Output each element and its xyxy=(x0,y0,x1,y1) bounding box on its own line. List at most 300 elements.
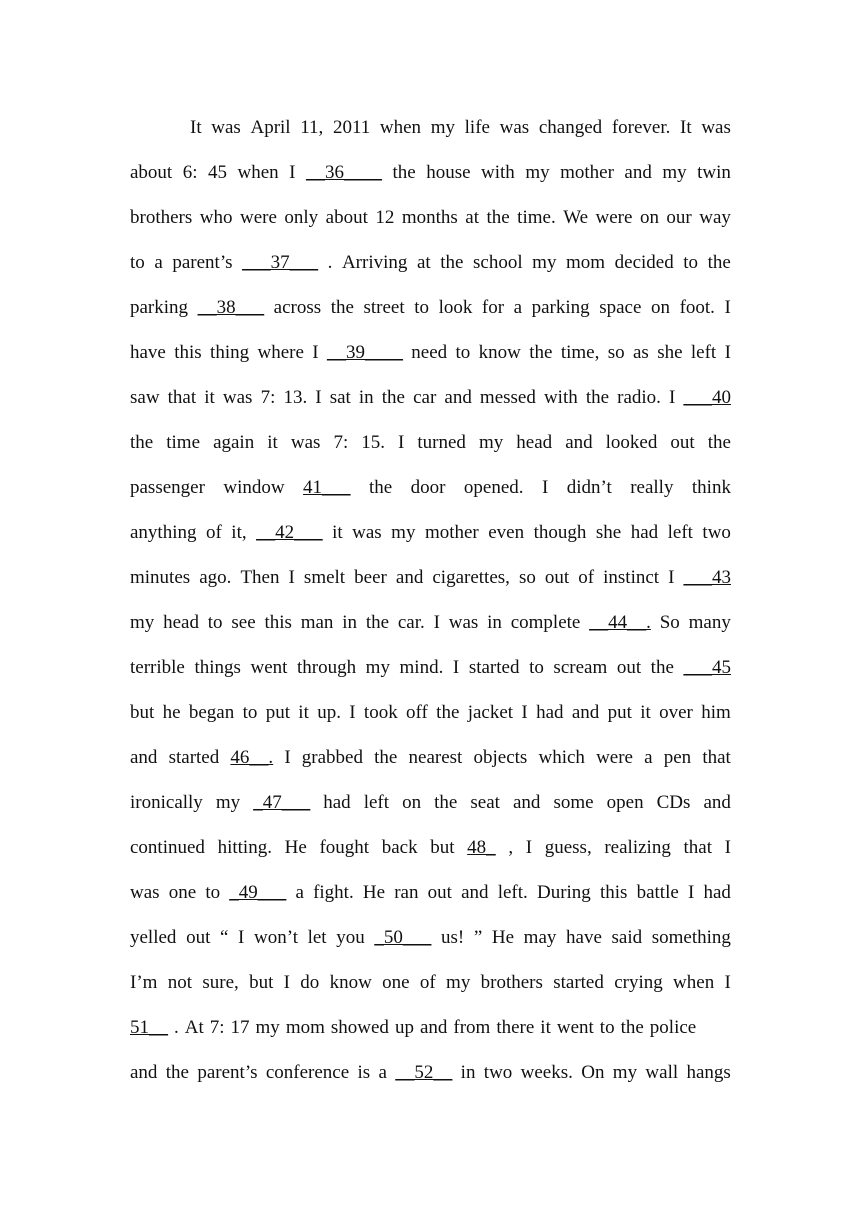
word: have xyxy=(130,342,166,363)
word: I xyxy=(525,837,533,858)
word: but xyxy=(430,837,455,858)
text-line xyxy=(130,645,731,690)
word: radio. xyxy=(617,387,661,408)
word: mom xyxy=(285,1017,325,1038)
word: she xyxy=(595,522,622,543)
word: “ xyxy=(219,927,229,948)
word: 7: xyxy=(209,1017,225,1038)
word: really xyxy=(630,477,674,498)
word: the xyxy=(436,702,460,723)
word: had xyxy=(703,882,731,903)
word: It xyxy=(190,117,202,138)
word: have xyxy=(566,927,602,948)
word: parking xyxy=(130,297,189,318)
word: 15. xyxy=(361,432,385,453)
blank-51[interactable]: 51__ xyxy=(130,1017,168,1038)
word: my xyxy=(612,1062,638,1083)
word: I xyxy=(669,387,676,408)
word: I xyxy=(452,657,460,678)
word: open xyxy=(606,792,644,813)
word: the xyxy=(368,477,393,498)
word: out xyxy=(670,432,695,453)
word: to xyxy=(207,612,223,633)
word: something xyxy=(651,927,731,948)
word: We xyxy=(563,207,589,228)
word: is xyxy=(357,1062,371,1083)
word: and xyxy=(395,567,424,588)
word: in xyxy=(342,612,358,633)
word: yelled xyxy=(130,927,177,948)
word: the xyxy=(130,432,154,453)
word: who xyxy=(199,207,233,228)
text-line xyxy=(130,960,731,1005)
word: 12 xyxy=(375,207,395,228)
word: 45 xyxy=(208,162,227,183)
word: us! xyxy=(440,927,465,948)
word: was xyxy=(701,117,731,138)
word: to xyxy=(414,297,429,318)
word: in xyxy=(460,1062,476,1083)
word: started xyxy=(168,747,220,768)
word: the xyxy=(585,387,610,408)
word: continued xyxy=(130,837,205,858)
word: April xyxy=(250,117,291,138)
text-line xyxy=(130,735,731,780)
word: and xyxy=(461,882,489,903)
word: He xyxy=(491,927,515,948)
word: through xyxy=(296,657,357,678)
word: when xyxy=(673,972,715,993)
blank-43[interactable]: ___43 xyxy=(683,567,731,588)
word: cigarettes, xyxy=(432,567,510,588)
word: and xyxy=(571,702,600,723)
word: the xyxy=(440,252,464,273)
word: brothers xyxy=(480,972,543,993)
word: forever. xyxy=(611,117,671,138)
word: him xyxy=(701,702,731,723)
word: two xyxy=(483,1062,513,1083)
word: began xyxy=(188,702,235,723)
word: a xyxy=(154,252,163,273)
word: of xyxy=(419,972,436,993)
word: my xyxy=(215,792,241,813)
word: back xyxy=(381,837,418,858)
word: you xyxy=(336,927,365,948)
word: my xyxy=(662,162,687,183)
word: time, xyxy=(560,342,600,363)
word: to xyxy=(599,1017,615,1038)
word: a xyxy=(513,297,523,318)
word: put xyxy=(265,702,290,723)
word: he xyxy=(162,702,181,723)
word: . xyxy=(174,1017,179,1038)
text-line xyxy=(130,420,731,465)
word: car xyxy=(413,387,437,408)
word: showed xyxy=(330,1017,389,1038)
word: so xyxy=(518,567,536,588)
word: I xyxy=(315,387,322,408)
word: our xyxy=(666,207,692,228)
word: ago. xyxy=(199,567,232,588)
word: were xyxy=(239,207,277,228)
text-line xyxy=(130,285,731,330)
word: out xyxy=(186,927,211,948)
word: beer xyxy=(354,567,387,588)
word: opened. xyxy=(463,477,524,498)
blank-41[interactable]: 41___ xyxy=(303,477,351,498)
word: sure, xyxy=(202,972,239,993)
word: During xyxy=(536,882,591,903)
word: I xyxy=(312,342,319,363)
word: and xyxy=(624,162,652,183)
word: to xyxy=(242,702,258,723)
word: went xyxy=(250,657,288,678)
word: may xyxy=(523,927,557,948)
word: on xyxy=(651,297,670,318)
word: it xyxy=(332,522,343,543)
word: had xyxy=(536,702,564,723)
word: way xyxy=(699,207,731,228)
word: was xyxy=(499,117,530,138)
word: objects xyxy=(473,747,528,768)
word: where xyxy=(257,342,304,363)
word: said xyxy=(611,927,643,948)
text-line xyxy=(130,690,731,735)
word: door xyxy=(410,477,446,498)
word: time xyxy=(166,432,201,453)
word: guess, xyxy=(544,837,592,858)
word: need xyxy=(411,342,448,363)
word: minutes xyxy=(130,567,191,588)
word: mother xyxy=(424,522,479,543)
word: won’t xyxy=(253,927,298,948)
word: . xyxy=(327,252,333,273)
word: I xyxy=(668,567,675,588)
word: He xyxy=(284,837,307,858)
word: out xyxy=(544,567,570,588)
word: to xyxy=(683,252,699,273)
word: my xyxy=(525,162,550,183)
word: , xyxy=(508,837,514,858)
word: saw xyxy=(130,387,160,408)
word: window xyxy=(223,477,285,498)
word: about xyxy=(325,207,368,228)
word: a xyxy=(295,882,304,903)
word: it xyxy=(640,702,651,723)
word: complete xyxy=(510,612,581,633)
word: there xyxy=(496,1017,535,1038)
word: I xyxy=(433,612,440,633)
word: but xyxy=(249,972,274,993)
word: out xyxy=(427,882,452,903)
word: I xyxy=(288,567,295,588)
word: parent’s xyxy=(172,252,233,273)
word: to xyxy=(205,882,221,903)
word: with xyxy=(543,387,578,408)
word: 13. xyxy=(283,387,308,408)
text-line xyxy=(130,780,731,825)
word: had xyxy=(630,522,659,543)
word: I xyxy=(349,702,356,723)
word: my xyxy=(365,657,390,678)
word: 11, xyxy=(300,117,324,138)
text-line xyxy=(130,240,731,285)
word: my xyxy=(391,522,416,543)
word: put xyxy=(607,702,632,723)
text-line xyxy=(130,825,731,870)
word: started xyxy=(468,657,520,678)
word: when xyxy=(237,162,279,183)
passage xyxy=(130,105,731,1095)
word: realizing xyxy=(604,837,671,858)
word: was xyxy=(222,387,253,408)
word: off xyxy=(406,702,428,723)
word: as xyxy=(633,342,649,363)
word: the xyxy=(374,747,398,768)
word: changed xyxy=(538,117,603,138)
word: I xyxy=(283,972,290,993)
word: house xyxy=(426,162,471,183)
word: So xyxy=(659,612,680,633)
word: school xyxy=(473,252,523,273)
word: and xyxy=(513,792,541,813)
text-line xyxy=(130,555,731,600)
word: a xyxy=(644,747,653,768)
word: went xyxy=(556,1017,594,1038)
word: not xyxy=(167,972,193,993)
word: hangs xyxy=(686,1062,731,1083)
word: this xyxy=(264,612,292,633)
word: left xyxy=(667,522,693,543)
word: at xyxy=(465,207,479,228)
word: know xyxy=(478,342,521,363)
word: my xyxy=(532,252,557,273)
word: across xyxy=(273,297,322,318)
word: this xyxy=(599,882,628,903)
word: parking xyxy=(531,297,590,318)
word: on xyxy=(639,207,659,228)
word: look xyxy=(438,297,473,318)
word: battle xyxy=(636,882,679,903)
word: the xyxy=(381,387,405,408)
word: I’m xyxy=(130,972,158,993)
word: 17 xyxy=(230,1017,250,1038)
word: my xyxy=(130,612,155,633)
word: I xyxy=(521,702,528,723)
word: turned xyxy=(417,432,466,453)
word: my xyxy=(446,972,471,993)
word: about xyxy=(130,162,173,183)
word: I xyxy=(724,342,731,363)
word: street xyxy=(363,297,405,318)
word: time. xyxy=(517,207,556,228)
word: to xyxy=(529,657,544,678)
word: from xyxy=(453,1017,491,1038)
word: though xyxy=(533,522,587,543)
word: the xyxy=(529,342,553,363)
word: man xyxy=(300,612,334,633)
text-line xyxy=(130,195,731,240)
text-line xyxy=(130,915,731,960)
word: it, xyxy=(231,522,247,543)
word: that xyxy=(702,747,731,768)
word: pen xyxy=(663,747,692,768)
word: terrible xyxy=(130,657,185,678)
word: was xyxy=(448,612,479,633)
word: didn’t xyxy=(566,477,612,498)
word: think xyxy=(691,477,731,498)
word: left xyxy=(363,792,390,813)
word: mom xyxy=(566,252,606,273)
word: and xyxy=(565,432,593,453)
blank-47[interactable]: _47___ xyxy=(253,792,311,813)
word: mother xyxy=(560,162,614,183)
word: messed xyxy=(479,387,536,408)
word: space xyxy=(599,297,642,318)
word: left xyxy=(690,342,717,363)
word: was xyxy=(290,432,321,453)
word: foot. xyxy=(679,297,715,318)
word: was xyxy=(130,882,160,903)
text-line xyxy=(130,105,731,150)
word: that xyxy=(683,837,712,858)
word: He xyxy=(362,882,386,903)
word: let xyxy=(307,927,327,948)
text-line xyxy=(130,600,731,645)
word: of xyxy=(205,522,222,543)
word: life xyxy=(464,117,490,138)
text-line xyxy=(130,1050,731,1095)
word: know xyxy=(329,972,372,993)
word: over xyxy=(659,702,693,723)
word: my xyxy=(255,1017,280,1038)
text-line xyxy=(130,870,731,915)
word: seat xyxy=(470,792,500,813)
word: anything xyxy=(130,522,197,543)
word: police xyxy=(649,1017,697,1038)
blank-36[interactable]: __36____ xyxy=(305,162,382,183)
blank-38[interactable]: __38___ xyxy=(197,297,265,318)
word: one xyxy=(382,972,410,993)
text-line xyxy=(130,510,731,555)
word: was xyxy=(352,522,382,543)
word: out xyxy=(616,657,642,678)
word: on xyxy=(402,792,422,813)
blank-50[interactable]: _50___ xyxy=(374,927,432,948)
word: passenger xyxy=(130,477,205,498)
word: conference xyxy=(265,1062,350,1083)
word: weeks. xyxy=(520,1062,573,1083)
word: months xyxy=(401,207,458,228)
word: and xyxy=(130,747,158,768)
word: the xyxy=(392,162,416,183)
word: head xyxy=(516,432,553,453)
word: On xyxy=(581,1062,605,1083)
word: it xyxy=(298,702,309,723)
word: had xyxy=(323,792,351,813)
word: parent’s xyxy=(197,1062,258,1083)
word: up. xyxy=(317,702,341,723)
word: this xyxy=(174,342,202,363)
word: with xyxy=(481,162,515,183)
word: fought xyxy=(319,837,370,858)
word: the xyxy=(434,792,458,813)
word: looked xyxy=(605,432,658,453)
blank-42[interactable]: __42___ xyxy=(256,522,323,543)
blank-39[interactable]: __39____ xyxy=(326,342,403,363)
blank-48[interactable]: 48_ xyxy=(467,837,496,858)
word: I xyxy=(541,477,549,498)
word: at xyxy=(416,252,431,273)
word: the xyxy=(486,207,510,228)
word: brothers xyxy=(130,207,193,228)
blank-44[interactable]: __44__. xyxy=(589,612,651,633)
blank-37[interactable]: ___37___ xyxy=(242,252,319,273)
blank-52[interactable]: __52__ xyxy=(395,1062,453,1083)
word: but xyxy=(130,702,155,723)
word: I xyxy=(724,297,731,318)
word: instinct xyxy=(603,567,660,588)
word: it xyxy=(540,1017,551,1038)
word: I xyxy=(724,837,731,858)
word: in xyxy=(487,612,502,633)
word: sat xyxy=(329,387,351,408)
word: left. xyxy=(497,882,528,903)
word: see xyxy=(231,612,256,633)
word: mind. xyxy=(399,657,444,678)
word: my xyxy=(478,432,504,453)
word: I xyxy=(284,747,291,768)
word: my xyxy=(430,117,455,138)
word: hitting. xyxy=(217,837,272,858)
word: car. xyxy=(397,612,425,633)
blank-46[interactable]: 46__. xyxy=(230,747,274,768)
word: thing xyxy=(210,342,250,363)
word: to xyxy=(130,252,145,273)
word: It xyxy=(680,117,692,138)
word: Then xyxy=(240,567,280,588)
word: grabbed xyxy=(301,747,363,768)
word: were xyxy=(596,747,633,768)
word: when xyxy=(379,117,422,138)
word: ” xyxy=(473,927,483,948)
word: it xyxy=(204,387,215,408)
blank-45[interactable]: ___45 xyxy=(683,657,731,678)
blank-40[interactable]: ___40 xyxy=(683,387,731,408)
word: ran xyxy=(394,882,419,903)
word: the xyxy=(650,657,674,678)
word: I xyxy=(724,972,731,993)
word: ironically xyxy=(130,792,203,813)
text-line xyxy=(130,375,731,420)
word: even xyxy=(488,522,525,543)
text-line xyxy=(130,465,731,510)
word: head xyxy=(163,612,199,633)
word: jacket xyxy=(467,702,514,723)
word: I xyxy=(238,927,245,948)
word: a xyxy=(378,1062,387,1083)
text-line xyxy=(130,150,731,195)
word: so xyxy=(607,342,625,363)
word: one xyxy=(168,882,197,903)
word: smelt xyxy=(303,567,346,588)
word: do xyxy=(300,972,320,993)
word: to xyxy=(455,342,471,363)
blank-49[interactable]: _49___ xyxy=(229,882,287,903)
word: I xyxy=(398,432,405,453)
word: she xyxy=(657,342,683,363)
text-line xyxy=(130,330,731,375)
